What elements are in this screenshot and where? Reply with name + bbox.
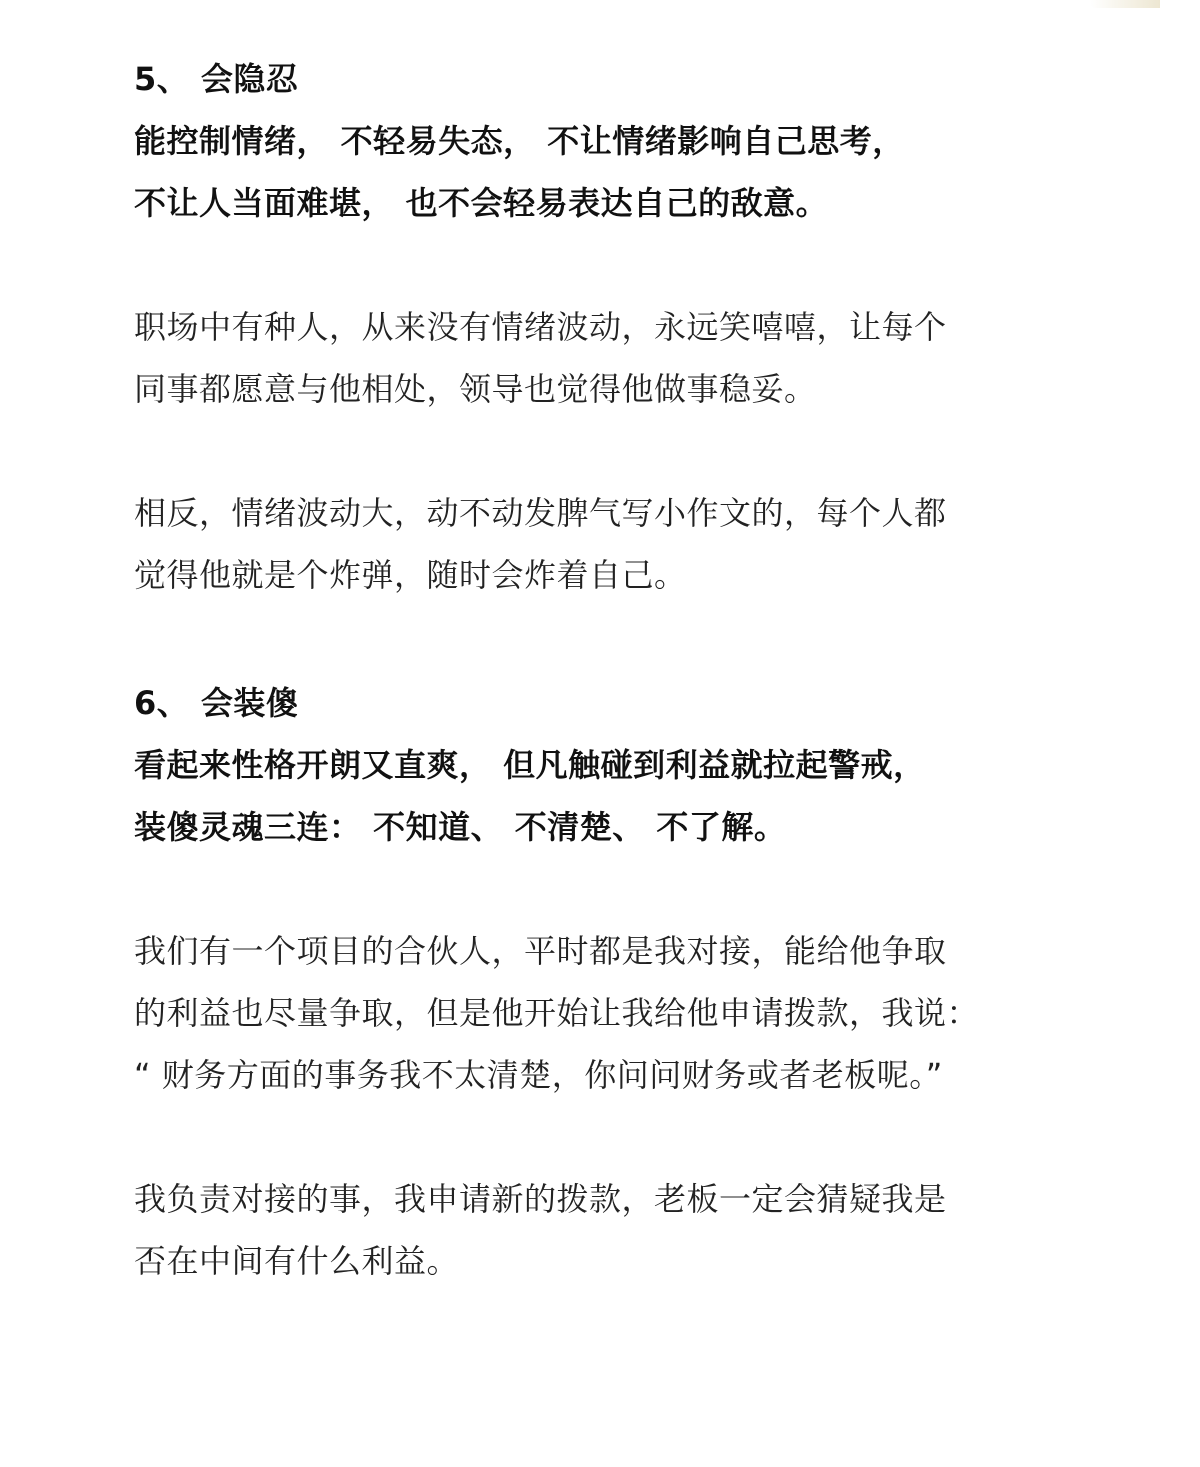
emphasis-line: 不让人当面难堪， 也不会轻易表达自己的敌意。 bbox=[134, 184, 829, 222]
paragraph-line: 觉得他就是个炸弹，随时会炸着自己。 bbox=[134, 556, 687, 594]
emphasis-line: 能控制情绪， 不轻易失态， 不让情绪影响自己思考， bbox=[134, 122, 905, 160]
section-6 bbox=[134, 672, 1074, 1292]
paragraph-line: 同事都愿意与他相处，领导也觉得他做事稳妥。 bbox=[134, 370, 817, 408]
paragraph-line: 我负责对接的事，我申请新的拨款，老板一定会猜疑我是 bbox=[134, 1180, 947, 1218]
section-heading: 5、 会隐忍 bbox=[134, 60, 299, 98]
paragraph bbox=[134, 920, 1074, 1106]
section-5 bbox=[134, 48, 1074, 606]
paragraph bbox=[134, 1168, 1074, 1292]
paragraph bbox=[134, 482, 1074, 606]
paragraph bbox=[134, 296, 1074, 420]
corner-decoration bbox=[1090, 0, 1160, 8]
paragraph-line: 的利益也尽量争取，但是他开始让我给他申请拨款，我说： bbox=[134, 994, 980, 1032]
paragraph-line: 相反，情绪波动大，动不动发脾气写小作文的，每个人都 bbox=[134, 494, 947, 532]
emphasis-line: 看起来性格开朗又直爽， 但凡触碰到利益就拉起警戒， bbox=[134, 746, 926, 784]
article-body bbox=[134, 48, 1074, 1292]
paragraph-line: 否在中间有什么利益。 bbox=[134, 1242, 460, 1280]
paragraph-line: “ 财务方面的事务我不太清楚，你问问财务或者老板呢。” bbox=[134, 1056, 943, 1094]
paragraph-line: 我们有一个项目的合伙人，平时都是我对接，能给他争取 bbox=[134, 932, 947, 970]
section-heading: 6、 会装傻 bbox=[134, 684, 299, 722]
emphasis-line: 装傻灵魂三连： 不知道、 不清楚、 不了解。 bbox=[134, 808, 787, 846]
paragraph-line: 职场中有种人，从来没有情绪波动，永远笑嘻嘻，让每个 bbox=[134, 308, 947, 346]
